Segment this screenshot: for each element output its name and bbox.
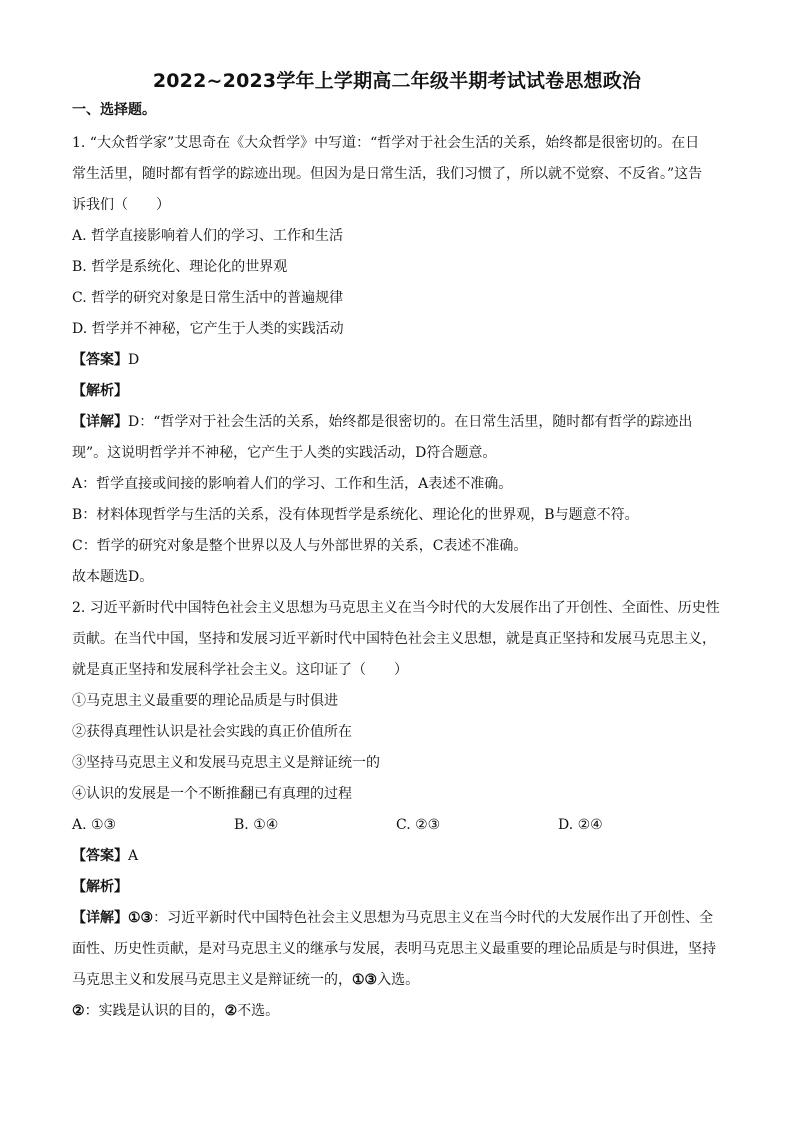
detail-marks: ①③: [352, 972, 378, 988]
detail-text: ：实践是认识的目的，: [84, 1003, 225, 1019]
detail-text: 入选。: [377, 972, 420, 988]
answer-tag: 【答案】: [72, 848, 128, 864]
detail-text: ：习近平新时代中国特色社会主义思想为马克思主义在当今时代的大发展作出了开创性、全: [153, 910, 714, 926]
q1-stem-line: 1. “大众哲学家”艾思奇在《大众哲学》中写道：“哲学对于社会生活的关系，始终都是很密切的。在日: [72, 135, 700, 151]
q2-analysis-tag: [72, 872, 722, 903]
q2-detail-line: [72, 996, 722, 1027]
document-title: 2022~2023学年上学期高二年级半期考试试卷思想政治: [152, 70, 642, 92]
q2-option-a: A. ①③: [72, 817, 117, 833]
q2-option-c: C. ②③: [396, 817, 441, 833]
q2-item-3: ③坚持马克思主义和发展马克思主义是辩证统一的: [72, 755, 380, 771]
answer-value: D: [128, 352, 140, 368]
answer-value: A: [128, 848, 139, 864]
q1-answer: [72, 345, 722, 376]
detail-marks: ②: [224, 1003, 238, 1019]
answer-tag: 【答案】: [72, 352, 128, 368]
q2-detail-line: [72, 903, 722, 934]
q1-option-c: C. 哲学的研究对象是日常生活中的普遍规律: [72, 290, 344, 306]
q2-detail-line: 面性、历史性贡献，是对马克思主义的继承与发展，表明马克思主义最重要的理论品质是与时俱进，坚持: [72, 941, 716, 957]
q2-detail-line: [72, 965, 722, 996]
q1-detail-b: B：材料体现哲学与生活的关系，没有体现哲学是系统化、理论化的世界观，B与题意不符。: [72, 507, 639, 523]
q1-conclusion: 故本题选D。: [72, 569, 154, 585]
detail-marks: ②: [72, 1003, 85, 1019]
q1-detail-a: A：哲学直接或间接的影响着人们的学习、工作和生活，A表述不准确。: [72, 476, 513, 492]
detail-text: 不选。: [237, 1003, 280, 1019]
q2-answer: [72, 841, 722, 872]
q2-item-2: ②获得真理性认识是社会实践的真正价值所在: [72, 724, 352, 740]
q2-options: [72, 810, 722, 841]
q2-item-1: ①马克思主义最重要的理论品质是与时俱进: [72, 693, 338, 709]
detail-text: 马克思主义和发展马克思主义是辩证统一的，: [72, 972, 352, 988]
detail-tag: 【详解】: [72, 414, 128, 430]
q1-option-a: A. 哲学直接影响着人们的学习、工作和生活: [72, 228, 344, 244]
question-1: [72, 128, 722, 593]
document-page: [72, 64, 722, 1027]
analysis-tag: 【解析】: [72, 879, 128, 895]
q1-option-b: B. 哲学是系统化、理论化的世界观: [72, 259, 288, 275]
section-title: 一、选择题。: [72, 102, 156, 118]
detail-tag: 【详解】: [72, 910, 128, 926]
q2-stem-line: 就是真正坚持和发展科学社会主义。这印证了（ ）: [72, 662, 408, 678]
analysis-tag: 【解析】: [72, 383, 128, 399]
q2-option-d: D. ②④: [558, 817, 603, 833]
q2-option-b: B. ①④: [234, 817, 279, 833]
question-2: [72, 593, 722, 1027]
q1-detail-line: [72, 407, 722, 438]
q2-stem-line: 贡献。在当代中国，坚持和发展习近平新时代中国特色社会主义思想，就是真正坚持和发展马克思主义，: [72, 631, 716, 647]
q1-stem-line: 诉我们（ ）: [72, 197, 170, 213]
q1-detail-line: 现”。这说明哲学并不神秘，它产生于人类的实践活动，D符合题意。: [72, 445, 497, 461]
q1-option-d: D. 哲学并不神秘，它产生于人类的实践活动: [72, 321, 344, 337]
q2-item-4: ④认识的发展是一个不断推翻已有真理的过程: [72, 786, 352, 802]
q2-stem-line: 2. 习近平新时代中国特色社会主义思想为马克思主义在当今时代的大发展作出了开创性、全面性、历史性: [72, 600, 720, 616]
detail-text: D：“哲学对于社会生活的关系，始终都是很密切的。在日常生活里，随时都有哲学的踪迹出: [128, 414, 693, 430]
detail-marks: ①③: [128, 910, 154, 926]
q1-analysis-tag: [72, 376, 722, 407]
q1-detail-c: C：哲学的研究对象是整个世界以及人与外部世界的关系，C表述不准确。: [72, 538, 528, 554]
q1-stem-line: 常生活里，随时都有哲学的踪迹出现。但因为是日常生活，我们习惯了，所以就不觉察、不反省。”这告: [72, 166, 703, 182]
